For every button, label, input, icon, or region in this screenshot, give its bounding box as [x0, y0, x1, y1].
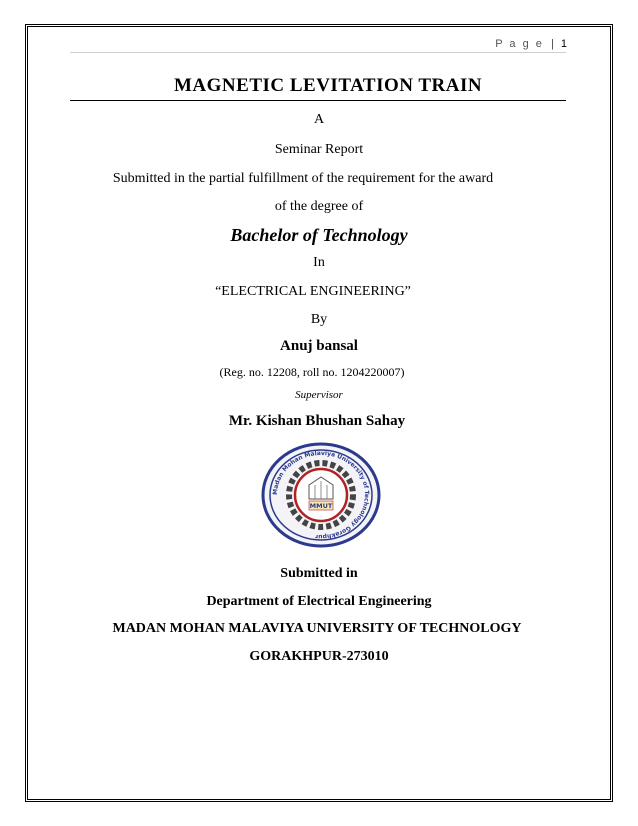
page-number: 1 [560, 38, 567, 50]
department-name: Department of Electrical Engineering [206, 594, 432, 609]
student-name: Anuj bansal [280, 338, 358, 354]
page-separator: | [550, 38, 554, 50]
degree-intro: of the degree of [274, 199, 364, 214]
page-number-header [495, 38, 567, 50]
page-label: P a g e [495, 38, 544, 50]
in-line: In [313, 255, 325, 270]
report-type: Seminar Report [274, 142, 364, 157]
submitted-in-label: Submitted in [280, 566, 358, 581]
seal-inner-text: MMUT [309, 502, 333, 510]
by-line: By [310, 312, 328, 327]
city-pincode: GORAKHPUR-273010 [249, 649, 389, 664]
submitted-statement: Submitted in the partial fulfillment of the requirement for the award [112, 171, 494, 186]
registration-info: (Reg. no. 12208, roll no. 1204220007) [219, 365, 405, 379]
title-underline [70, 100, 566, 101]
supervisor-name: Mr. Kishan Bhushan Sahay [228, 413, 406, 429]
article-line: A [313, 112, 325, 127]
university-seal-icon [259, 441, 383, 549]
supervisor-label: Supervisor [295, 389, 343, 401]
university-name: MADAN MOHAN MALAVIYA UNIVERSITY OF TECHNOLOGY [112, 621, 522, 636]
branch-name: “ELECTRICAL ENGINEERING” [215, 284, 411, 299]
degree-name: Bachelor of Technology [230, 225, 408, 245]
seal-graphic [259, 441, 383, 549]
svg-text:Madan Mohan Malaviya Universit: Madan Mohan Malaviya University of Technology Gorakhpur [271, 449, 371, 541]
report-title: MAGNETIC LEVITATION TRAIN [174, 75, 483, 96]
header-rule [70, 52, 566, 53]
